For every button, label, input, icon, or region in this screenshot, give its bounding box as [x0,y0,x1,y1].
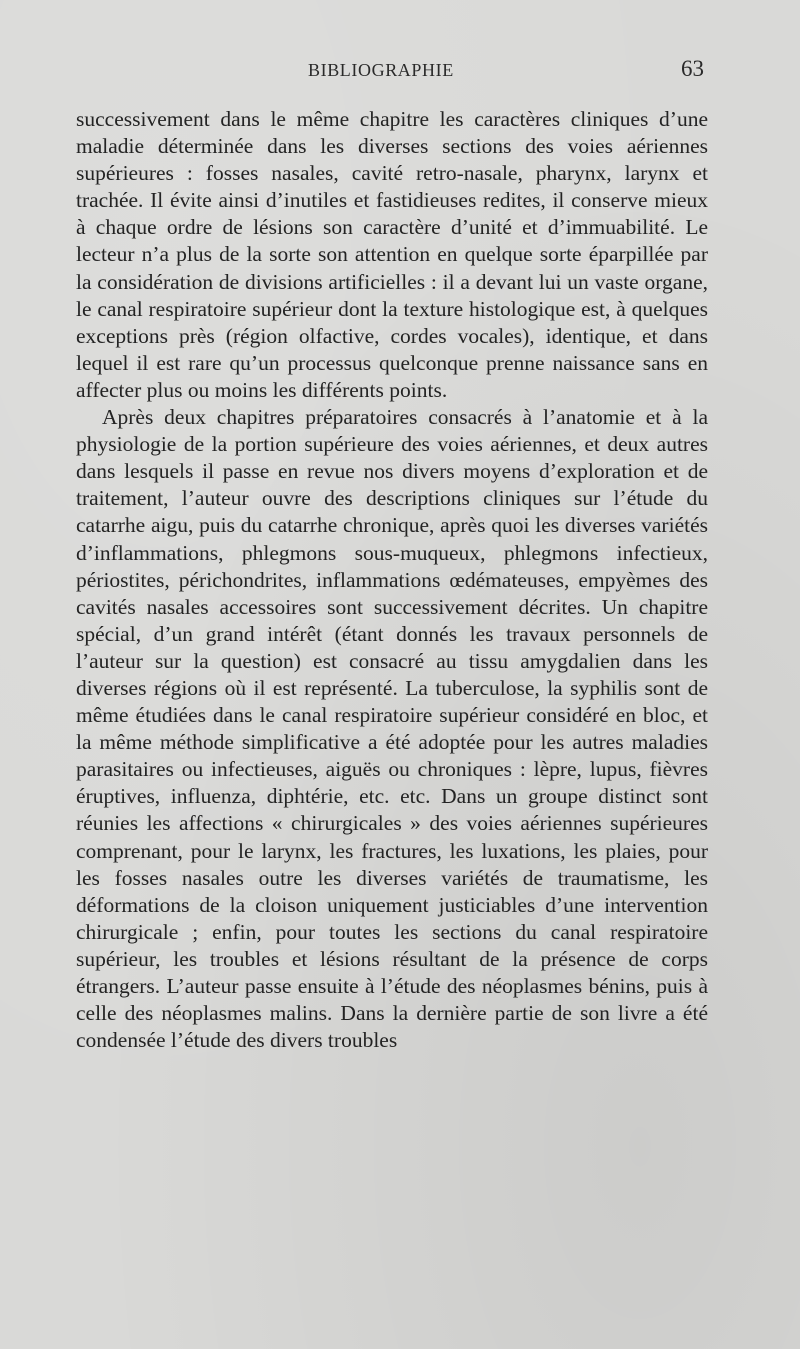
page-body [76,106,708,1054]
paragraph-1: successivement dans le même chapitre les caractères cliniques d’une maladie déterminée dans les diverses sections des voies aériennes supérieures : fosses nasales, cavité retro-nasale, pharynx, larynx et trachée. Il évite ainsi d’inutiles et fastidieuses redites, il conserve mieux à chaque ordre de lésions son caractère d’unité et d’immuabilité. Le lecteur n’a plus de la sorte son attention en quelque sorte éparpillée par la considération de divisions artificielles : il a devant lui un vaste organe, le canal respiratoire supérieur dont la texture histologique est, à quelques exceptions près (région olfactive, cordes vocales), identique, et dans lequel il est rare qu’un processus quelconque prenne naissance sans en affecter plus ou moins les différents points. [76,107,708,402]
running-head: BIBLIOGRAPHIE [308,60,454,80]
page-header [76,48,708,88]
paragraph-2: Après deux chapitres préparatoires consacrés à l’anatomie et à la physiologie de la portion supérieure des voies aériennes, et deux autres dans lesquels il passe en revue nos divers moyens d’exploration et de traitement, l’auteur ouvre des descriptions cliniques sur l’étude du catarrhe aigu, puis du catarrhe chronique, après quoi les diverses variétés d’inflammations, phlegmons sous-muqueux, phlegmons infectieux, périostites, périchondrites, inflammations œdémateuses, empyèmes des cavités nasales accessoires sont successivement décrites. Un chapitre spécial, d’un grand intérêt (étant donnés les travaux personnels de l’auteur sur la question) est consacré au tissu amygdalien dans les diverses régions où il est représenté. La tuberculose, la syphilis sont de même étudiées dans le canal respiratoire supérieur considéré en bloc, et la même méthode simplificative a été adoptée pour les autres maladies parasitaires ou infectieuses, aiguës ou chroniques : lèpre, lupus, fièvres éruptives, influenza, diphtérie, etc. etc. Dans un groupe distinct sont réunies les affections « chirurgicales » des voies aériennes supérieures comprenant, pour le larynx, les fractures, les luxations, les plaies, pour les fosses nasales outre les diverses variétés de traumatisme, les déformations de la cloison uniquement justiciables d’une intervention chirurgicale ; enfin, pour toutes les sections du canal respiratoire supérieur, les troubles et lésions résultant de la présence de corps étrangers. L’auteur passe ensuite à l’étude des néoplasmes bénins, puis à celle des néoplasmes malins. Dans la dernière partie de son livre a été condensée l’étude des divers troubles [76,405,708,1053]
page-number: 63 [681,56,704,81]
